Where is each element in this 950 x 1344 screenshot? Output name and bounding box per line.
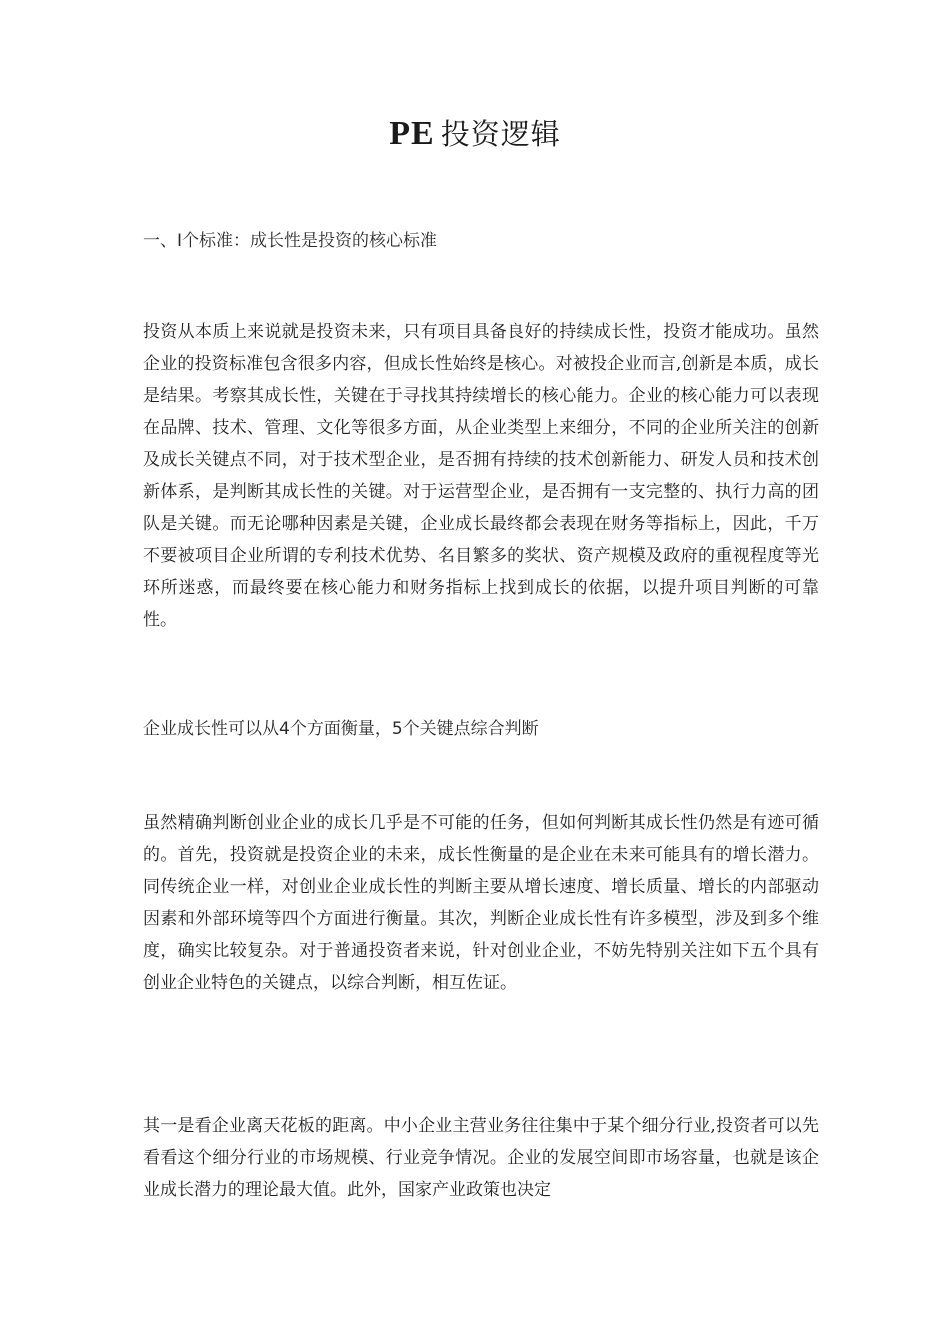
- paragraph-growth-judgement: 虽然精确判断创业企业的成长几乎是不可能的任务，但如何判断其成长性仍然是有迹可循的。首先，投资就是投资企业的未来，成长性衡量的是企业在未来可能具有的增长潜力。同传统企业一样，对创业企业成长性的判断主要从增长速度、增长质量、增长的内部驱动因素和外部环境等四个方面进行衡量。其次，判断企业成长性有许多模型，涉及到多个维度，确实比较复杂。对于普通投资者来说，针对创业企业，不妨先特别关注如下五个具有创业企业特色的关键点，以综合判断，相互佐证。: [143, 813, 819, 993]
- document-title: [0, 112, 950, 156]
- paragraph-growth-core: 投资从本质上来说就是投资未来，只有项目具备良好的持续成长性，投资才能成功。虽然企业的投资标准包含很多内容，但成长性始终是核心。对被投企业而言,创新是本质，成长是结果。考察其成长性，关键在于寻找其持续增长的核心能力。企业的核心能力可以表现在品牌、技术、管理、文化等很多方面，从企业类型上来细分，不同的企业所关注的创新及成长关键点不同，对于技术型企业，是否拥有持续的技术创新能力、研发人员和技术创新体系，是判断其成长性的关键。对于运营型企业，是否拥有一支完整的、执行力高的团队是关键。而无论哪种因素是关键，企业成长最终都会表现在财务等指标上，因此，千万不要被项目企业所谓的专利技术优势、名目繁多的奖状、资产规模及政府的重视程度等光环所迷惑，而最终要在核心能力和财务指标上找到成长的依据，以提升项目判断的可靠性。: [143, 322, 819, 630]
- section-heading-standard: 一、Ⅰ个标准：成长性是投资的核心标准: [143, 231, 438, 251]
- title-latin: PE: [389, 115, 435, 152]
- title-text: 投资逻辑: [440, 117, 561, 151]
- paragraph-ceiling-distance: 其一是看企业离天花板的距离。中小企业主营业务往往集中于某个细分行业,投资者可以先看看这个细分行业的市场规模、行业竞争情况。企业的发展空间即市场容量，也就是该企业成长潜力的理论最大值。此外，国家产业政策也决定: [143, 1116, 819, 1200]
- section-heading-growth-measure: 企业成长性可以从4个方面衡量，5个关键点综合判断: [143, 719, 539, 739]
